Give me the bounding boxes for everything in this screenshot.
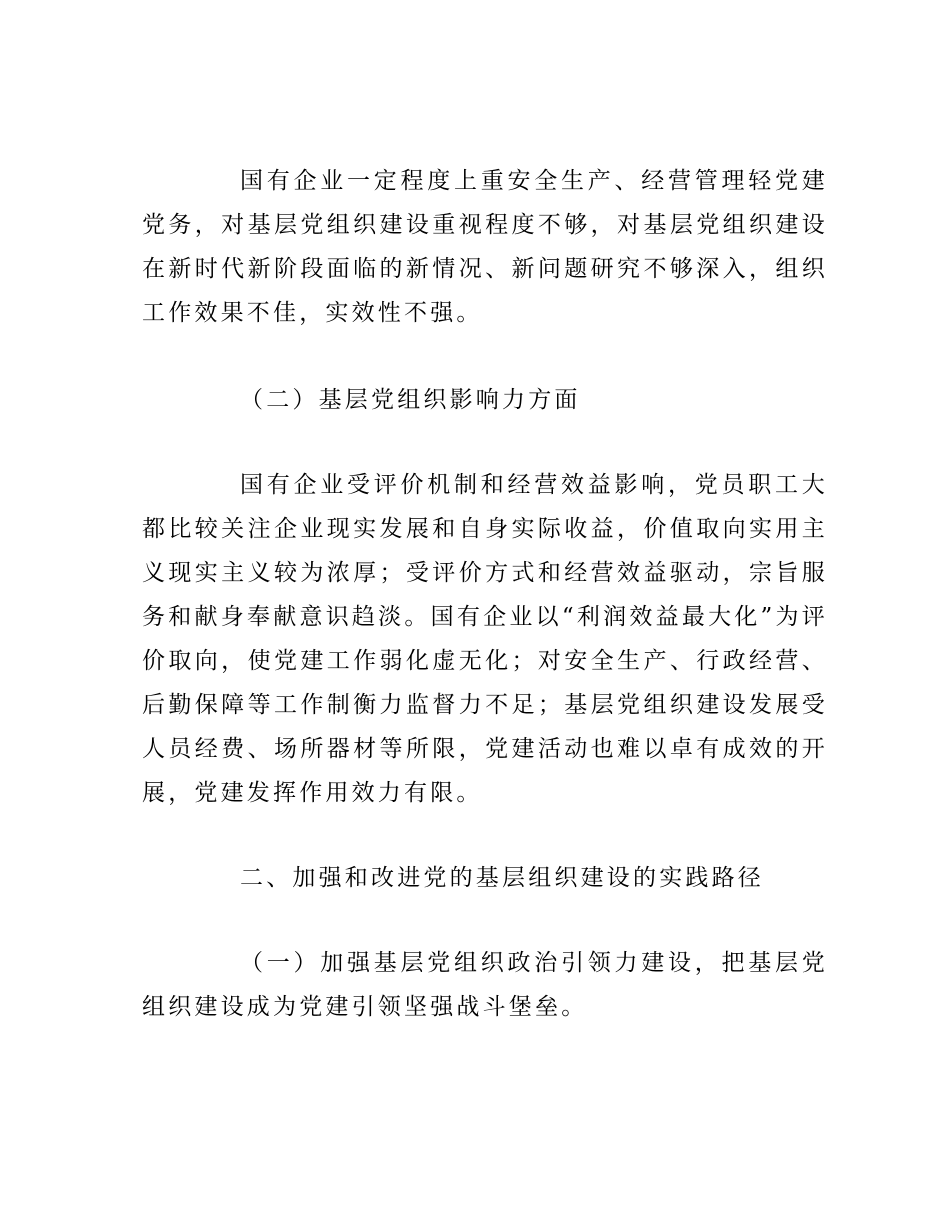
paragraph-party-building-neglect: 国有企业一定程度上重安全生产、经营管理轻党建党务，对基层党组织建设重视程度不够，对基层党组织建设在新时代新阶段面临的新情况、新问题研究不够深入，组织工作效果不佳，实效性不强。 bbox=[142, 168, 828, 326]
subheading-political-leadership: （一）加强基层党组织政治引领力建设，把基层党组织建设成为党建引领坚强战斗堡垒。 bbox=[142, 950, 828, 1020]
section-heading-practice-path: 二、加强和改进党的基层组织建设的实践路径 bbox=[240, 865, 764, 891]
subheading-influence: （二）基层党组织影响力方面 bbox=[240, 387, 581, 413]
paragraph-evaluation-mechanism: 国有企业受评价机制和经营效益影响，党员职工大都比较关注企业现实发展和自身实际收益，价值取向实用主义现实主义较为浓厚；受评价方式和经营效益驱动，宗旨服务和献身奉献意识趋淡。国有企业以“利润效益最大化”为评价取向，使党建工作弱化虚无化；对安全生产、行政经营、后勤保障等工作制衡力监督力不足；基层党组织建设发展受人员经费、场所器材等所限，党建活动也难以卓有成效的开展，党建发挥作用效力有限。 bbox=[142, 472, 828, 806]
